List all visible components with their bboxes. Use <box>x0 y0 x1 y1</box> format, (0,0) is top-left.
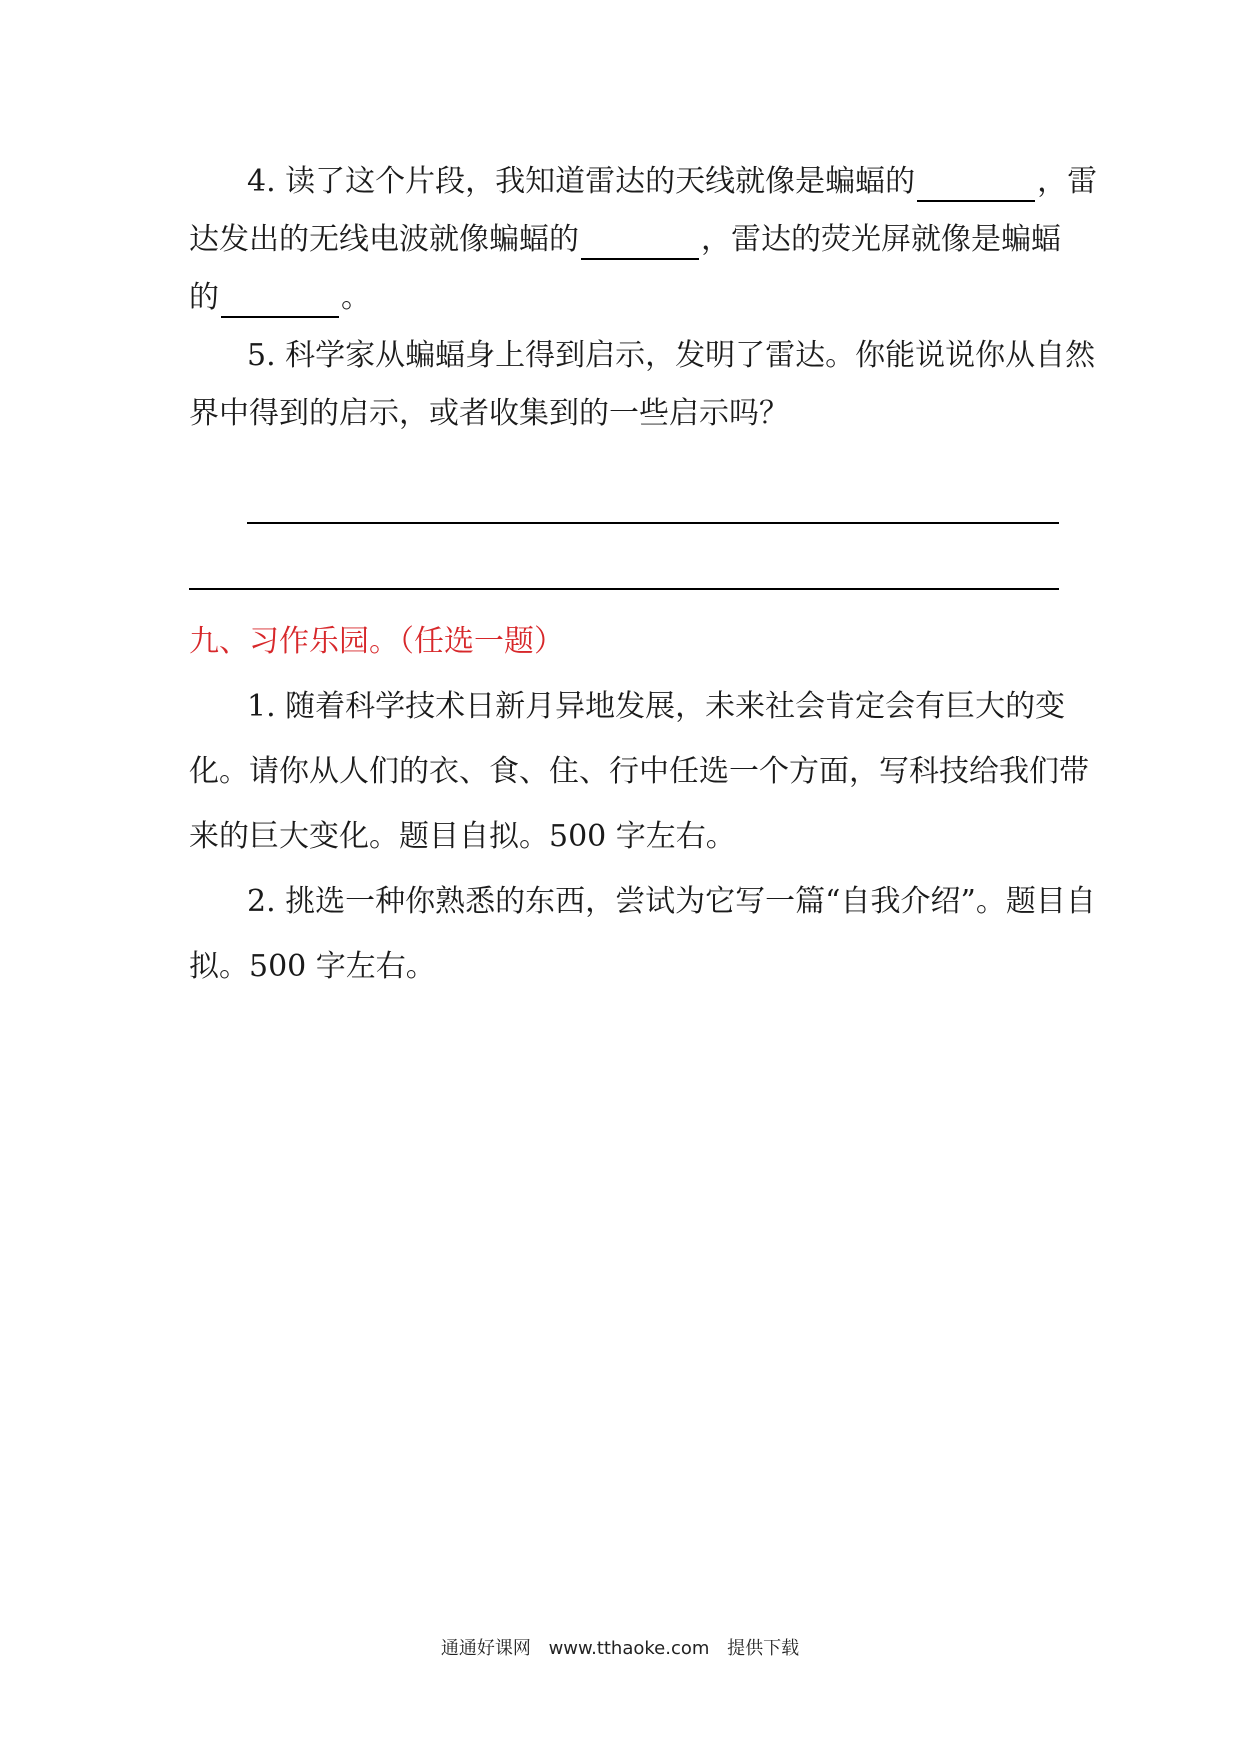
q4-line-3 <box>189 278 1059 318</box>
q4-text-1: 4. 读了这个片段，我知道雷达的天线就像是蝙蝠的 <box>247 164 916 199</box>
q4-tail-1: ，雷 <box>1037 164 1098 199</box>
answer-blank-2[interactable] <box>581 228 699 260</box>
footer-suffix: 提供下载 <box>727 1638 800 1659</box>
q4-line-2 <box>189 220 1059 260</box>
q4-text-2: 达发出的无线电波就像蝙蝠的 <box>189 222 579 257</box>
q4-tail-2: ，雷达的荧光屏就像是蝙蝠 <box>701 222 1061 257</box>
section-9-item-2-line-2: 拟。500 字左右。 <box>189 949 436 984</box>
footer-url[interactable]: www.tthaoke.com <box>548 1638 710 1659</box>
q4-line-1 <box>247 162 1098 202</box>
answer-line-2[interactable] <box>189 588 1059 590</box>
q5-line-1: 5. 科学家从蝙蝠身上得到启示，发明了雷达。你能说说你从自然 <box>247 338 1096 373</box>
answer-line-1[interactable] <box>247 522 1059 524</box>
section-9-title: 九、习作乐园。（任选一题） <box>189 624 564 659</box>
q4-tail-3: 。 <box>341 280 371 315</box>
answer-blank-3[interactable] <box>221 286 339 318</box>
q5-line-2: 界中得到的启示，或者收集到的一些启示吗？ <box>189 396 789 431</box>
section-9-item-1-line-2: 化。请你从人们的衣、食、住、行中任选一个方面，写科技给我们带 <box>189 754 1089 789</box>
answer-blank-1[interactable] <box>917 170 1035 202</box>
q4-text-3: 的 <box>189 280 219 315</box>
footer-site-name: 通通好课网 <box>440 1638 531 1659</box>
section-9-item-1-line-3: 来的巨大变化。题目自拟。500 字左右。 <box>189 819 736 854</box>
section-9-item-1-line-1: 1. 随着科学技术日新月异地发展，未来社会肯定会有巨大的变 <box>247 689 1066 724</box>
section-9-item-2-line-1: 2. 挑选一种你熟悉的东西，尝试为它写一篇“自我介绍”。题目自 <box>247 884 1096 919</box>
page-footer <box>0 1634 1240 1660</box>
